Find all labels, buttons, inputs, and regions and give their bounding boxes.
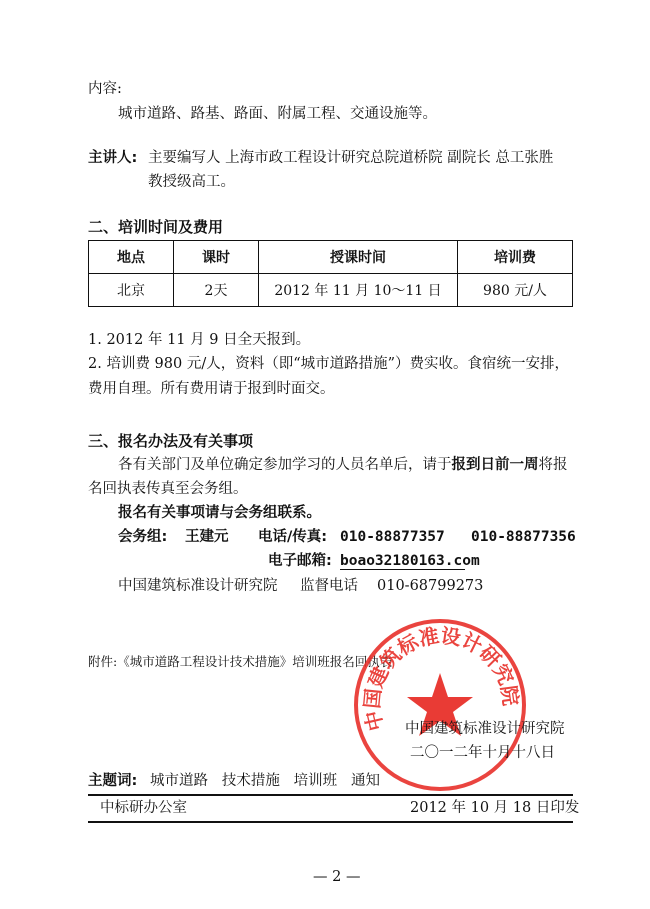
speaker-label: 主讲人: (88, 150, 138, 166)
attachment-line: 附件:《城市道路工程设计技术措施》培训班报名回执表 (88, 654, 393, 669)
section3-title: 三、报名办法及有关事项 (88, 432, 254, 450)
para-text: 各有关部门及单位确定参加学习的人员名单后，请于 (118, 457, 452, 473)
phone-label: 电话/传真: (258, 529, 328, 545)
section3-para-line2: 名回执表传真至会务组。 (88, 481, 248, 497)
table-cell: 980 元/人 (458, 274, 573, 307)
note-2: 2. 培训费 980 元/人，资料（即“城市道路措施”）费实收。食宿统一安排， (88, 356, 570, 372)
table-header-cell: 培训费 (458, 241, 573, 274)
speaker-line1: 主要编写人 上海市政工程设计研究总院道桥院 副院长 总工张胜 (148, 150, 554, 166)
contact-intro: 报名有关事项请与会务组联系。 (118, 505, 321, 521)
speaker-line2: 教授级高工。 (148, 174, 235, 190)
para-emphasis: 报到日前一周 (451, 457, 539, 473)
footer-office: 中标研办公室 (100, 800, 187, 816)
table-cell: 2012 年 11 月 10～11 日 (259, 274, 458, 307)
divider-bottom (88, 821, 573, 823)
phone-2: 010-88877356 (471, 529, 576, 545)
table-cell: 北京 (89, 274, 174, 307)
supervise-phone: 010-68799273 (377, 578, 484, 594)
supervise-label: 监督电话 (300, 578, 358, 594)
signature-date: 二〇一二年十月十八日 (410, 745, 555, 761)
supervise-org: 中国建筑标准设计研究院 (118, 578, 278, 594)
fee-table-header (89, 241, 573, 274)
note-2-cont: 费用自理。所有费用请于报到时面交。 (88, 381, 335, 397)
footer-issue-date: 2012 年 10 月 18 日印发 (410, 800, 580, 816)
seal-text: 中国建筑标准设计研究院 (359, 623, 523, 734)
section2-title: 二、培训时间及费用 (88, 218, 224, 236)
email-label: 电子邮箱: (268, 553, 332, 569)
table-row (89, 274, 573, 307)
page-number: — 2 — (313, 869, 361, 885)
content-label: 内容: (88, 81, 122, 97)
group-label: 会务组: (118, 529, 168, 545)
official-seal (350, 615, 530, 795)
signature-org: 中国建筑标准设计研究院 (405, 721, 565, 737)
email-underline (340, 569, 465, 570)
table-cell: 2天 (174, 274, 259, 307)
note-1: 1. 2012 年 11 月 9 日全天报到。 (88, 332, 311, 348)
table-header-cell: 地点 (89, 241, 174, 274)
table-header-cell: 授课时间 (259, 241, 458, 274)
para-text-end: 将报 (538, 457, 568, 473)
content-text: 城市道路、路基、路面、附属工程、交通设施等。 (118, 106, 437, 122)
fee-table (88, 240, 573, 307)
section3-para (118, 455, 568, 475)
group-name: 王建元 (185, 529, 229, 545)
subject-words: 城市道路 技术措施 培训班 通知 (150, 773, 380, 789)
divider-top (88, 794, 573, 796)
table-header-cell: 课时 (174, 241, 259, 274)
email-link[interactable]: boao32180163.com (340, 553, 480, 569)
phone-1: 010-88877357 (340, 529, 445, 545)
subject-label: 主题词: (88, 773, 138, 789)
